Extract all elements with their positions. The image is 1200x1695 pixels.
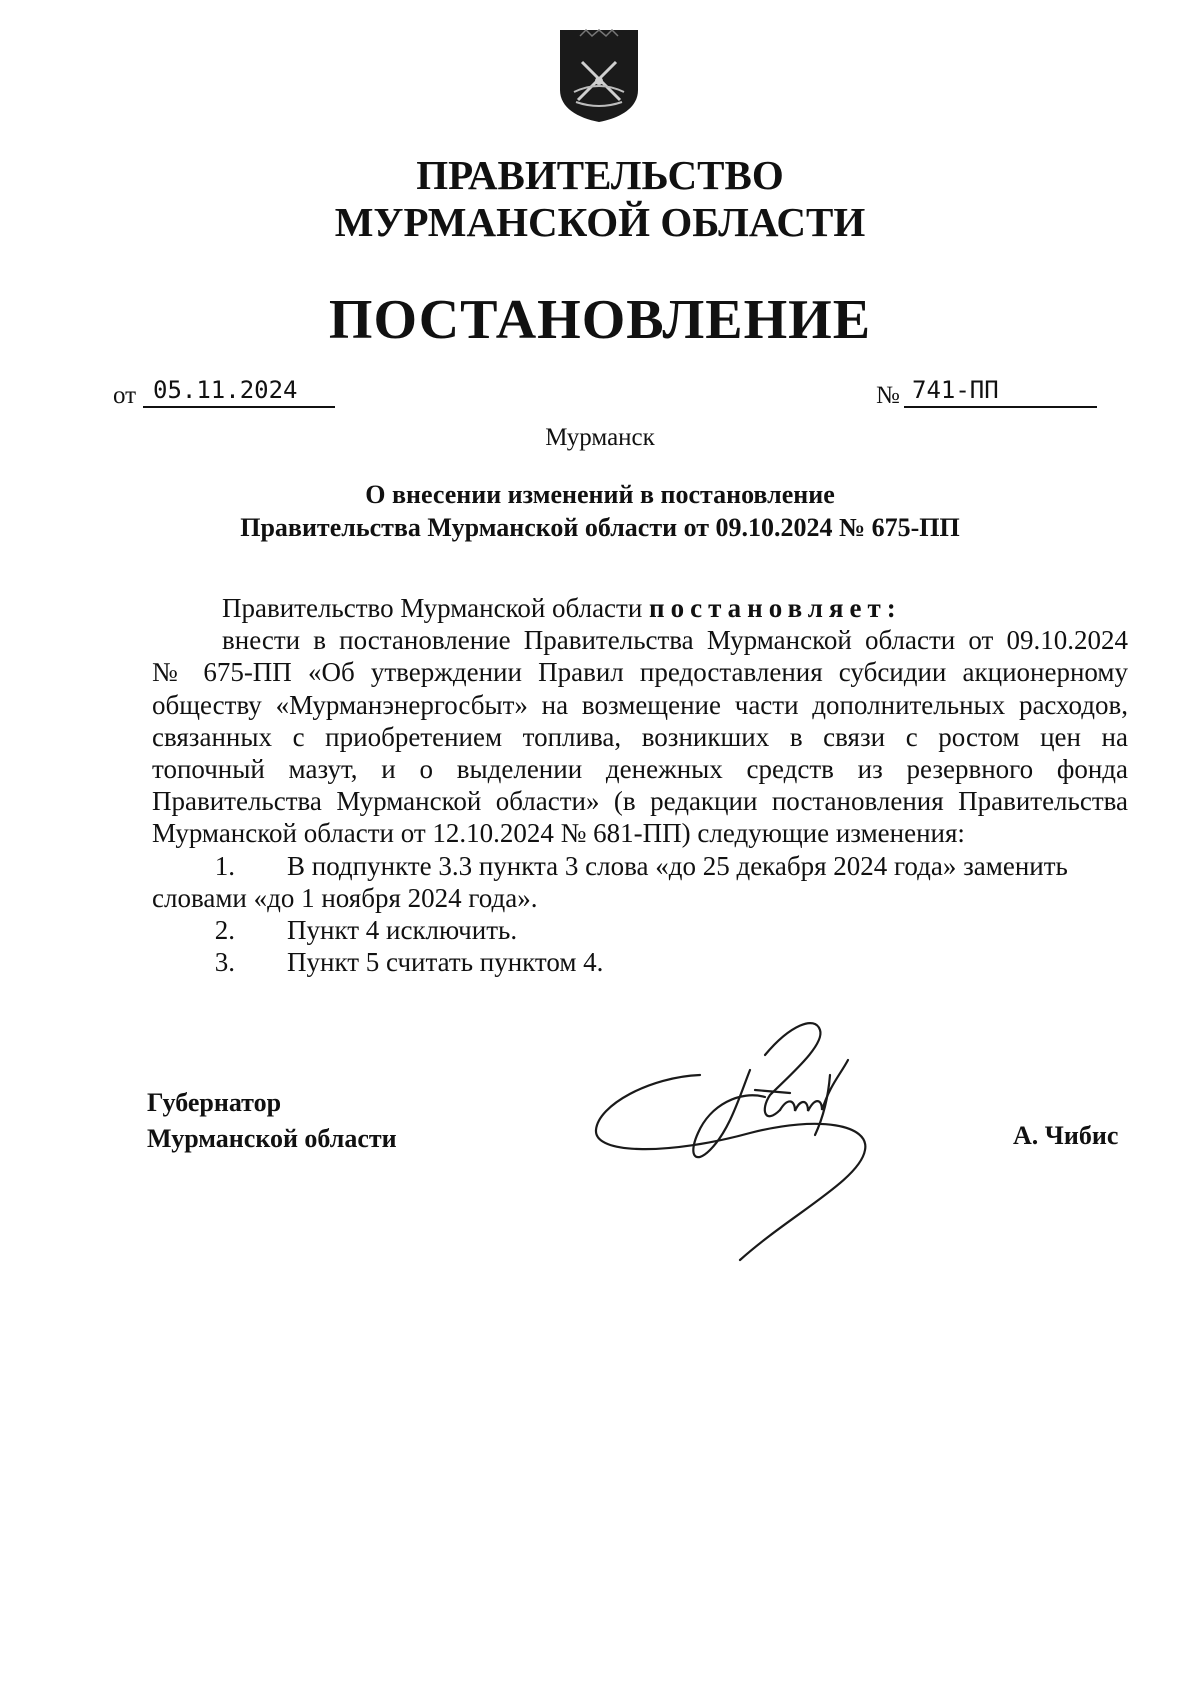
intro-paragraph [152, 592, 1128, 624]
list-item-number: 1. [214, 850, 235, 881]
subject-line1: О внесении изменений в постановление [365, 480, 835, 509]
list-item-text: Пункт 4 исключить. [287, 915, 518, 946]
list-item-text: В подпункте 3.3 пункта 3 слова «до 25 декабря 2024 года» заменить [287, 850, 1068, 881]
document-date: 05.11.2024 [143, 374, 335, 408]
coat-of-arms-emblem [558, 28, 640, 124]
document-body [152, 592, 1128, 978]
list-item [152, 850, 1128, 882]
list-item-number: 3. [214, 947, 235, 978]
signatory-title [147, 1085, 397, 1157]
number-prefix: № [876, 382, 900, 409]
signatory-title-line1: Губернатор [147, 1088, 282, 1117]
paragraph-line: обществу «Мурманэнергосбыт» на возмещение части дополнительных расходов, [152, 689, 1128, 720]
date-prefix: от [113, 382, 137, 409]
document-number: 741-ПП [904, 374, 1097, 408]
document-subject [0, 478, 1200, 544]
paragraph-line: № 675-ПП «Об утверждении Правил предоставления субсидии акционерному [152, 657, 1128, 688]
paragraph-line: связанных с приобретением топлива, возникших в связи с ростом цен на [152, 721, 1128, 752]
paragraph-line: внести в постановление Правительства Мурманской области от 09.10.2024 [222, 625, 1128, 656]
city: Мурманск [545, 424, 655, 451]
paragraph-line: топочный мазут, и о выделении денежных средств из резервного фонда [152, 754, 1128, 785]
list-item-text: Пункт 5 считать пунктом 4. [287, 947, 604, 978]
signatory-title-line2: Мурманской области [147, 1124, 397, 1153]
list-item [152, 914, 1128, 946]
paragraph-line: Правительства Мурманской области» (в редакции постановления Правительства [152, 786, 1128, 817]
document-type: ПОСТАНОВЛЕНИЕ [328, 289, 872, 351]
subject-line2: Правительства Мурманской области от 09.10.2024 № 675-ПП [240, 513, 960, 542]
intro-text: Правительство Мурманской области [222, 593, 650, 623]
handwritten-signature [590, 1015, 920, 1265]
paragraph-line: Мурманской области от 12.10.2024 № 681-ПП) следующие изменения: [152, 818, 965, 849]
list-item [152, 946, 1128, 978]
intro-verb: постановляет: [649, 593, 902, 623]
organization-title-line2: МУРМАНСКОЙ ОБЛАСТИ [334, 199, 866, 245]
list-item-continuation: словами «до 1 ноября 2024 года». [152, 882, 538, 913]
organization-title [0, 152, 1200, 246]
list-item-number: 2. [214, 915, 235, 946]
signatory-name: А. Чибис [1013, 1121, 1119, 1150]
organization-title-line1: ПРАВИТЕЛЬСТВО [416, 152, 784, 198]
